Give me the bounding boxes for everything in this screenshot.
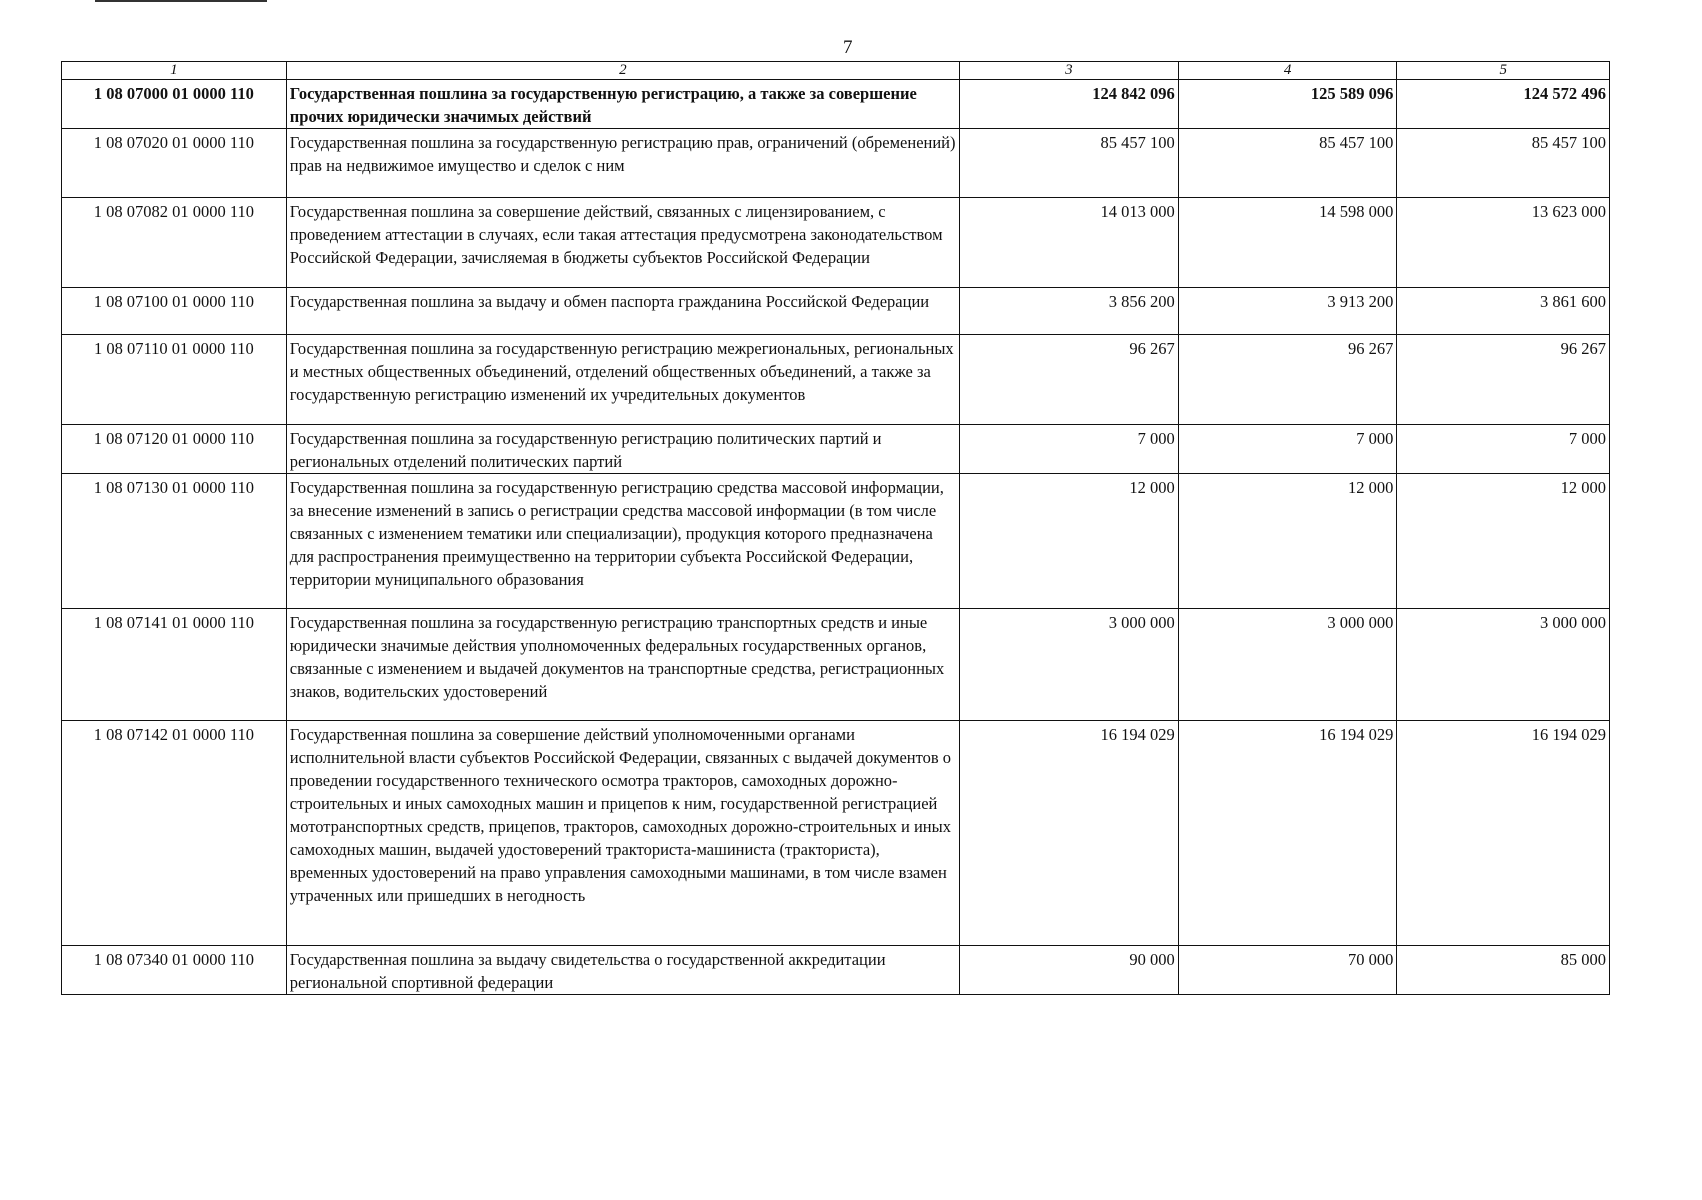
- row-code: 1 08 07082 01 0000 110: [62, 198, 287, 288]
- row-value-col4: 85 457 100: [1178, 129, 1397, 198]
- row-value-col3: 3 856 200: [960, 288, 1179, 335]
- table-header: [62, 62, 1610, 80]
- row-code: 1 08 07141 01 0000 110: [62, 609, 287, 721]
- row-value-col3: 14 013 000: [960, 198, 1179, 288]
- row-name: Государственная пошлина за выдачу свидетельства о государственной аккредитации региональной спортивной федерации: [286, 946, 959, 995]
- row-value-col4: 3 000 000: [1178, 609, 1397, 721]
- row-code: 1 08 07120 01 0000 110: [62, 425, 287, 474]
- table-row: [62, 129, 1610, 198]
- table-row: [62, 80, 1610, 129]
- row-value-col5: 16 194 029: [1397, 721, 1610, 946]
- row-value-col4: 16 194 029: [1178, 721, 1397, 946]
- row-value-col3: 12 000: [960, 474, 1179, 609]
- table-row: [62, 474, 1610, 609]
- row-value-col3: 7 000: [960, 425, 1179, 474]
- row-code: 1 08 07100 01 0000 110: [62, 288, 287, 335]
- row-name: Государственная пошлина за государственную регистрацию прав, ограничений (обременений) прав на недвижимое имущество и сделок с ним: [286, 129, 959, 198]
- table-row: [62, 425, 1610, 474]
- row-value-col4: 70 000: [1178, 946, 1397, 995]
- header-col-1: 1: [62, 62, 287, 80]
- row-code: 1 08 07130 01 0000 110: [62, 474, 287, 609]
- row-value-col4: 3 913 200: [1178, 288, 1397, 335]
- row-name: Государственная пошлина за государственную регистрацию транспортных средств и иные юридически значимые действия уполномоченных федеральных государственных органов, связанные с изменением и выдачей документов на транспортные средства, регистрационных знаков, водительских удостоверений: [286, 609, 959, 721]
- row-code: 1 08 07020 01 0000 110: [62, 129, 287, 198]
- header-col-2: 2: [286, 62, 959, 80]
- row-code: 1 08 07142 01 0000 110: [62, 721, 287, 946]
- row-name: Государственная пошлина за государственную регистрацию, а также за совершение прочих юридически значимых действий: [286, 80, 959, 129]
- table-row: [62, 946, 1610, 995]
- row-value-col4: 12 000: [1178, 474, 1397, 609]
- row-name: Государственная пошлина за совершение действий уполномоченными органами исполнительной власти субъектов Российской Федерации, связанных с выдачей документов о проведении государственного технического осмотра тракторов, самоходных дорожно-строительных и иных самоходных машин и прицепов к ним, государственной регистрацией мототранспортных средств, прицепов, тракторов, самоходных дорожно-строительных и иных самоходных машин, выдачей удостоверений тракториста-машиниста (тракториста), временных удостоверений на право управления самоходными машинами, в том числе взамен утраченных или пришедших в негодность: [286, 721, 959, 946]
- top-rule: [95, 0, 267, 2]
- row-value-col5: 124 572 496: [1397, 80, 1610, 129]
- row-value-col3: 96 267: [960, 335, 1179, 425]
- table-row: [62, 198, 1610, 288]
- row-code: 1 08 07110 01 0000 110: [62, 335, 287, 425]
- row-value-col5: 7 000: [1397, 425, 1610, 474]
- row-value-col5: 3 861 600: [1397, 288, 1610, 335]
- table-row: [62, 609, 1610, 721]
- row-name: Государственная пошлина за выдачу и обмен паспорта гражданина Российской Федерации: [286, 288, 959, 335]
- row-value-col3: 124 842 096: [960, 80, 1179, 129]
- row-name: Государственная пошлина за государственную регистрацию межрегиональных, региональных и местных общественных объединений, отделений общественных объединений, а также за государственную регистрацию изменений их учредительных документов: [286, 335, 959, 425]
- row-name: Государственная пошлина за государственную регистрацию политических партий и региональных отделений политических партий: [286, 425, 959, 474]
- page-number: 7: [843, 37, 853, 58]
- row-value-col4: 125 589 096: [1178, 80, 1397, 129]
- header-col-3: 3: [960, 62, 1179, 80]
- row-value-col5: 85 000: [1397, 946, 1610, 995]
- row-value-col3: 90 000: [960, 946, 1179, 995]
- table-row: [62, 288, 1610, 335]
- row-name: Государственная пошлина за государственную регистрацию средства массовой информации, за внесение изменений в запись о регистрации средства массовой информации (в том числе связанных с изменением тематики или специализации), продукция которого предназначена для распространения преимущественно на территории субъекта Российской Федерации, территории муниципального образования: [286, 474, 959, 609]
- row-value-col4: 7 000: [1178, 425, 1397, 474]
- row-code: 1 08 07000 01 0000 110: [62, 80, 287, 129]
- table-row: [62, 335, 1610, 425]
- row-value-col5: 3 000 000: [1397, 609, 1610, 721]
- row-value-col4: 96 267: [1178, 335, 1397, 425]
- header-row: [62, 62, 1610, 80]
- row-value-col5: 96 267: [1397, 335, 1610, 425]
- table-row: [62, 721, 1610, 946]
- row-value-col4: 14 598 000: [1178, 198, 1397, 288]
- table-body: [62, 80, 1610, 995]
- row-code: 1 08 07340 01 0000 110: [62, 946, 287, 995]
- revenue-table: [61, 61, 1610, 995]
- header-col-4: 4: [1178, 62, 1397, 80]
- row-value-col5: 13 623 000: [1397, 198, 1610, 288]
- row-value-col5: 12 000: [1397, 474, 1610, 609]
- row-value-col3: 85 457 100: [960, 129, 1179, 198]
- row-value-col5: 85 457 100: [1397, 129, 1610, 198]
- row-name: Государственная пошлина за совершение действий, связанных с лицензированием, с проведением аттестации в случаях, если такая аттестация предусмотрена законодательством Российской Федерации, зачисляемая в бюджеты субъектов Российской Федерации: [286, 198, 959, 288]
- row-value-col3: 16 194 029: [960, 721, 1179, 946]
- row-value-col3: 3 000 000: [960, 609, 1179, 721]
- header-col-5: 5: [1397, 62, 1610, 80]
